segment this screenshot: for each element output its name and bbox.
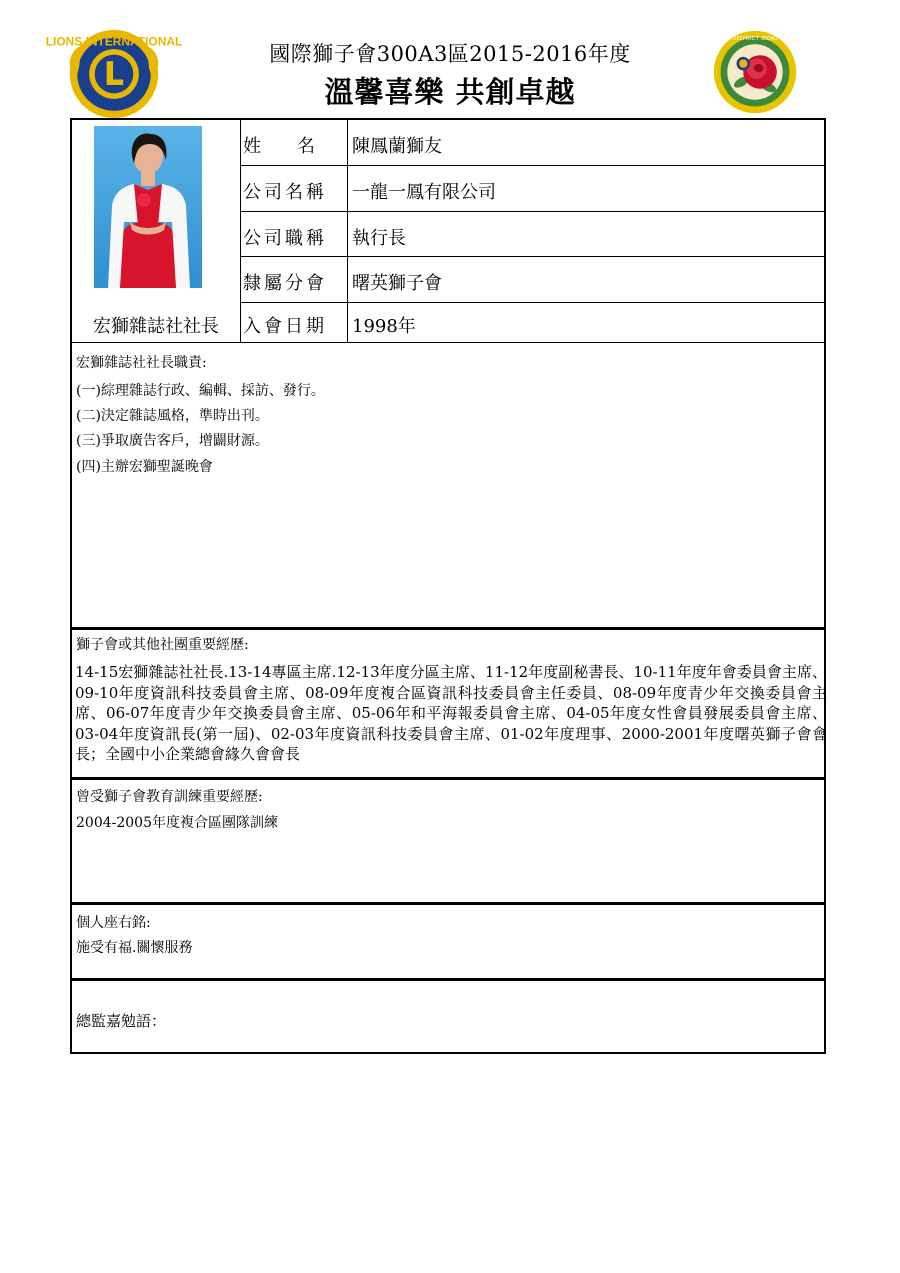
row-divider <box>240 302 826 303</box>
duty-item: (四)主辦宏獅聖誕晚會 <box>76 459 213 475</box>
district-logo-text: DISTRICT 300A3 <box>732 36 778 43</box>
profile-photo <box>94 126 202 288</box>
duty-item: (三)爭取廣告客戶，增闢財源。 <box>76 433 269 449</box>
label-divider <box>347 120 348 342</box>
motto-text: 施受有福.關懷服務 <box>76 940 193 956</box>
row-divider <box>240 256 826 257</box>
photo-caption: 宏獅雜誌社社長 <box>93 316 219 337</box>
field-label-club: 隸屬分會 <box>243 273 327 294</box>
motto-title: 個人座右銘: <box>76 915 151 931</box>
section-divider <box>72 902 826 905</box>
page-subtitle: 溫馨喜樂 共創卓越 <box>324 75 576 109</box>
field-value-name: 陳鳳蘭獅友 <box>352 136 442 157</box>
training-text: 2004-2005年度複合區團隊訓練 <box>76 815 278 831</box>
training-title: 曾受獅子會教育訓練重要經歷: <box>76 789 263 805</box>
field-value-join-date: 1998年 <box>352 316 416 337</box>
field-label-join-date: 入會日期 <box>243 316 327 337</box>
governor-comment-title: 總監嘉勉語： <box>76 1012 167 1030</box>
experience-title: 獅子會或其他社團重要經歷: <box>76 637 249 653</box>
experience-text: 14-15宏獅雜誌社社長.13-14專區主席.12-13年度分區主席、11-12年度副秘書長、10-11年度年會委員會主席、09-10年度資訊科技委員會主席、08-09年度複合區資訊科技委員會主任委員、08-09年度青少年交換委員會主席、06-07年度青少年交換委員會主席、05-06年和平海報委員會主席、04-05年度女性會員發展委員會主席、03-04年度資訊長(第一屆)、02-03年度資訊科技委員會主席、01-02年度理事、2000-2001年度曙英獅子會會長；全國中小企業總會緣久會會長 <box>75 663 827 763</box>
section-divider <box>72 627 826 630</box>
page-title: 國際獅子會300A3區2015-2016年度 <box>269 42 631 66</box>
district-rose-logo <box>713 30 797 114</box>
duties-title: 宏獅雜誌社社長職責: <box>76 355 207 371</box>
logo-text: LIONS INTERNATIONAL <box>45 34 183 49</box>
duty-item: (二)決定雜誌風格，準時出刊。 <box>76 408 269 424</box>
row-divider <box>240 165 826 166</box>
photo-divider <box>240 120 241 342</box>
row-divider <box>240 211 826 212</box>
field-value-position: 執行長 <box>352 228 406 249</box>
field-value-company: 一龍一鳳有限公司 <box>352 182 496 203</box>
section-divider <box>72 777 826 780</box>
field-label-company: 公司名稱 <box>243 182 327 203</box>
field-label-position: 公司職稱 <box>243 228 327 249</box>
section-divider <box>72 978 826 981</box>
lions-international-logo <box>45 28 183 120</box>
duty-item: (一)綜理雜誌行政、編輯、採訪、發行。 <box>76 383 325 399</box>
field-label-name: 姓 名 <box>243 136 315 157</box>
section-divider <box>72 342 826 343</box>
field-value-club: 曙英獅子會 <box>352 273 442 294</box>
profile-form <box>70 118 826 1054</box>
